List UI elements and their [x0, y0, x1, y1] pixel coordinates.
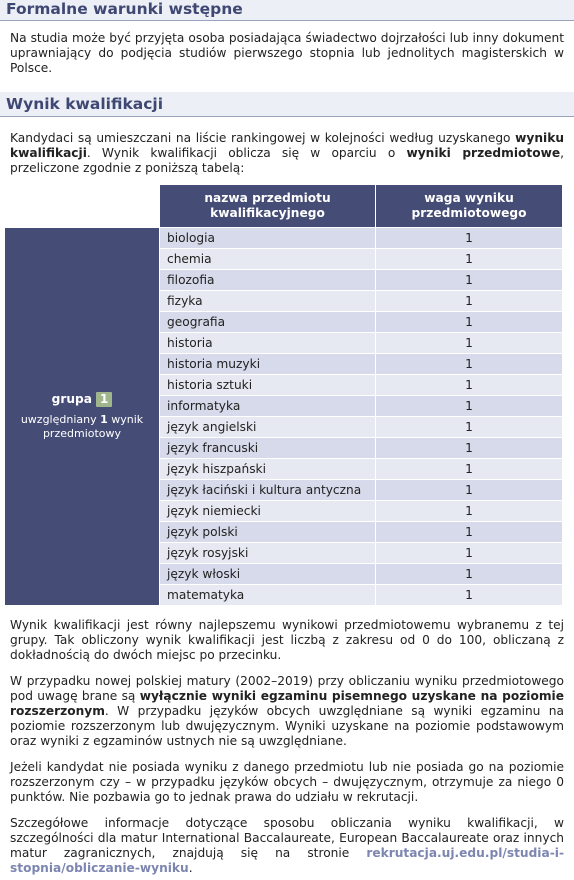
column-header-subject: nazwa przedmiotu kwalifikacyjnego: [160, 185, 376, 228]
weight-cell: 1: [376, 522, 563, 543]
subject-cell: informatyka: [160, 396, 376, 417]
subject-cell: historia muzyki: [160, 354, 376, 375]
p4-period: .: [188, 861, 193, 875]
requirements-text: Na studia może być przyjęta osoba posiadająca świadectwo dojrzałości lub inny dokument uprawniający do podjęcia studiów pierwszego stopnia lub jednolitych magisterskich w Polsce.: [10, 31, 564, 75]
subject-cell: język rosyjski: [160, 543, 376, 564]
qualification-table: [4, 184, 563, 606]
subject-cell: język hiszpański: [160, 459, 376, 480]
weight-cell: 1: [376, 396, 563, 417]
subject-cell: biologia: [160, 228, 376, 249]
section-title-requirements: Formalne warunki wstępne: [0, 0, 574, 21]
paragraph-missing-result: Jeżeli kandydat nie posiada wyniku z danego przedmiotu lub nie posiada go na poziomie rozszerzonym czy – w przypadku języków obcych – dwujęzycznym, otrzymuje za niego 0 punktów. Nie pozbawia go to jednak prawa do udziału w rekrutacji.: [10, 760, 564, 804]
subject-cell: historia: [160, 333, 376, 354]
subject-cell: język łaciński i kultura antyczna: [160, 480, 376, 501]
subject-cell: język angielski: [160, 417, 376, 438]
table-row: [5, 228, 563, 249]
table-corner: [5, 185, 160, 228]
weight-cell: 1: [376, 375, 563, 396]
weight-cell: 1: [376, 564, 563, 585]
intro-text-c: , przeliczone zgodnie z poniższą tabelą:: [10, 146, 564, 175]
weight-cell: 1: [376, 480, 563, 501]
weight-cell: 1: [376, 228, 563, 249]
intro-text-a: Kandydaci są umieszczani na liście rankingowej w kolejności według uzyskanego: [10, 131, 516, 145]
column-header-weight: waga wyniku przedmiotowego: [376, 185, 563, 228]
group-desc-c: wynik przedmiotowy: [42, 413, 144, 440]
subject-cell: język włoski: [160, 564, 376, 585]
paragraph-result: Wynik kwalifikacji jest równy najlepszemu wynikowi przedmiotowemu wybranemu z tej grupy. Tak obliczony wynik kwalifikacji jest liczbą z zakresu od 0 do 100, obliczaną z dokładnością do dwóch miejsc po przecinku.: [10, 618, 564, 662]
weight-cell: 1: [376, 291, 563, 312]
weight-cell: 1: [376, 459, 563, 480]
weight-cell: 1: [376, 270, 563, 291]
p2-bold: wyłącznie wyniki egzaminu pisemnego uzyskane na poziomie rozszerzonym: [10, 689, 564, 718]
weight-cell: 1: [376, 501, 563, 522]
p2-text-a: W przypadku nowej polskiej matury (2002–2019) przy obliczaniu wyniku przedmiotowego pod uwagę brane są: [10, 674, 564, 703]
weight-cell: 1: [376, 543, 563, 564]
group-desc-count: 1: [100, 413, 108, 426]
section-title-qualification: Wynik kwalifikacji: [0, 92, 574, 117]
weight-cell: 1: [376, 438, 563, 459]
subject-cell: język polski: [160, 522, 376, 543]
group-number-badge: 1: [96, 392, 112, 407]
intro-bold-b: wyniki przedmiotowe: [406, 146, 561, 160]
weight-cell: 1: [376, 249, 563, 270]
p4-text: Szczegółowe informacje dotyczące sposobu obliczania wyniku kwalifikacji, w szczególności dla matur International Baccalaureate, European Baccalaureate oraz innych matur zagranicznych, znajdują się na stronie: [10, 816, 564, 860]
subject-cell: język niemiecki: [160, 501, 376, 522]
subject-cell: chemia: [160, 249, 376, 270]
weight-cell: 1: [376, 585, 563, 606]
group-cell: [5, 228, 160, 606]
details-link[interactable]: rekrutacja.uj.edu.pl/studia-i-stopnia/obliczanie-wyniku: [10, 846, 564, 875]
table-body: [5, 228, 563, 606]
subject-cell: matematyka: [160, 585, 376, 606]
weight-cell: 1: [376, 333, 563, 354]
intro-text-b: . Wynik kwalifikacji oblicza się w oparciu o: [86, 146, 407, 160]
subject-cell: fizyka: [160, 291, 376, 312]
paragraph-new-matura: [0, 674, 574, 749]
subject-cell: historia sztuki: [160, 375, 376, 396]
subject-cell: język francuski: [160, 438, 376, 459]
subject-cell: filozofia: [160, 270, 376, 291]
intro-bold-a: wyniku kwalifikacji: [10, 131, 564, 160]
p2-text-b: . W przypadku języków obcych uwzględniane są wyniki egzaminu na poziomie rozszerzonym lub dwujęzycznym. Wyniki uzyskane na poziomie podstawowym oraz wyniki z egzaminów ustnych nie są uwzględniane.: [10, 704, 564, 748]
weight-cell: 1: [376, 354, 563, 375]
paragraph-details: [0, 816, 574, 876]
group-label: grupa: [51, 392, 92, 406]
group-desc-a: uwzględniany: [20, 413, 101, 426]
qualification-intro: [0, 131, 574, 176]
weight-cell: 1: [376, 417, 563, 438]
subject-cell: geografia: [160, 312, 376, 333]
weight-cell: 1: [376, 312, 563, 333]
group-description: [12, 413, 152, 441]
